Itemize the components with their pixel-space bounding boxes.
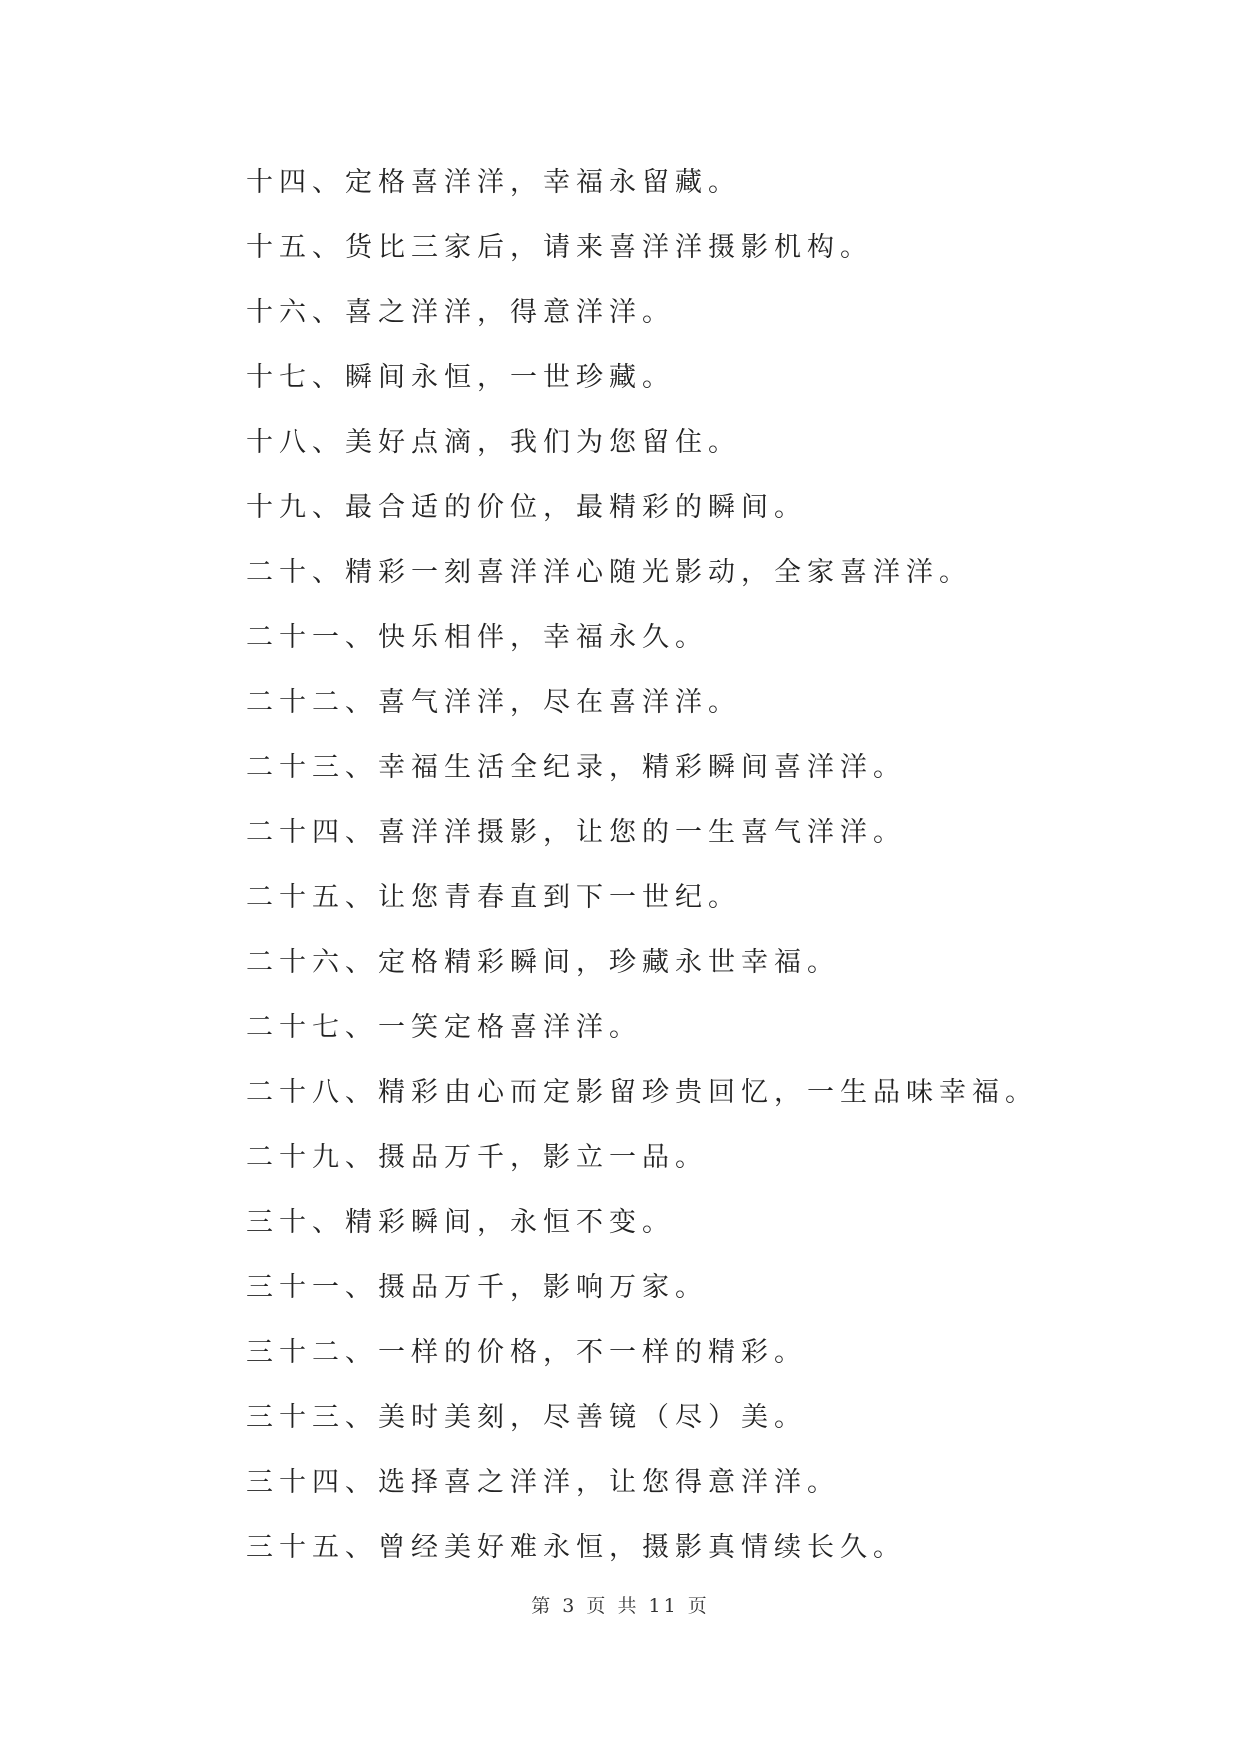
list-item: 二十六、定格精彩瞬间，珍藏永世幸福。 — [246, 947, 840, 978]
list-item: 十四、定格喜洋洋，幸福永留藏。 — [246, 167, 741, 198]
list-item: 十八、美好点滴，我们为您留住。 — [246, 427, 741, 458]
list-item: 二十二、喜气洋洋，尽在喜洋洋。 — [246, 687, 741, 718]
list-item: 二十、精彩一刻喜洋洋心随光影动，全家喜洋洋。 — [246, 557, 972, 588]
list-item: 二十三、幸福生活全纪录，精彩瞬间喜洋洋。 — [246, 752, 906, 783]
list-item: 三十、精彩瞬间，永恒不变。 — [246, 1207, 675, 1238]
list-item: 二十四、喜洋洋摄影，让您的一生喜气洋洋。 — [246, 817, 906, 848]
list-item: 十九、最合适的价位，最精彩的瞬间。 — [246, 492, 807, 523]
list-item: 三十一、摄品万千，影响万家。 — [246, 1272, 708, 1303]
list-item: 十六、喜之洋洋，得意洋洋。 — [246, 297, 675, 328]
list-item: 二十九、摄品万千，影立一品。 — [246, 1142, 708, 1173]
list-item: 二十一、快乐相伴，幸福永久。 — [246, 622, 708, 653]
list-item: 二十七、一笑定格喜洋洋。 — [246, 1012, 642, 1043]
list-item: 三十三、美时美刻，尽善镜（尽）美。 — [246, 1402, 807, 1433]
list-item: 二十五、让您青春直到下一世纪。 — [246, 882, 741, 913]
list-item: 三十二、一样的价格，不一样的精彩。 — [246, 1337, 807, 1368]
page-number-footer: 第 3 页 共 11 页 — [531, 1595, 710, 1617]
list-item: 二十八、精彩由心而定影留珍贵回忆，一生品味幸福。 — [246, 1077, 1038, 1108]
list-item: 十五、货比三家后，请来喜洋洋摄影机构。 — [246, 232, 873, 263]
list-item: 三十五、曾经美好难永恒，摄影真情续长久。 — [246, 1532, 906, 1563]
list-item: 三十四、选择喜之洋洋，让您得意洋洋。 — [246, 1467, 840, 1498]
slogan-list — [246, 150, 1146, 1580]
list-item: 十七、瞬间永恒，一世珍藏。 — [246, 362, 675, 393]
